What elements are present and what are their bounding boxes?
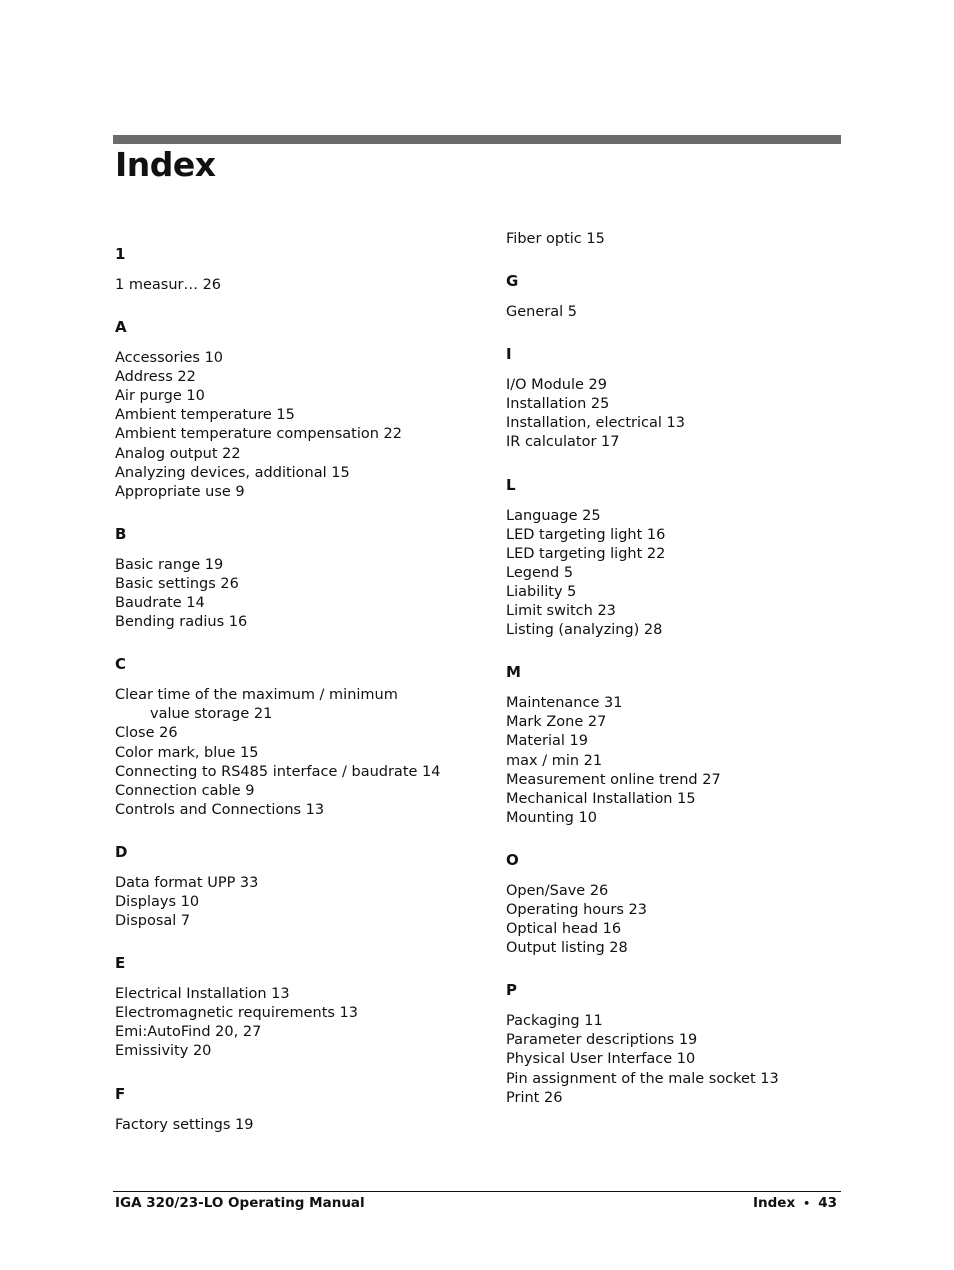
index-entry: Optical head 16 [506, 921, 622, 938]
index-entry: Fiber optic 15 [506, 231, 605, 247]
index-entry: Electrical Installation 13 [115, 986, 290, 1003]
index-entry: Measurement online trend 27 [506, 771, 721, 788]
index-entry: Installation, electrical 13 [506, 415, 685, 432]
page-title: Index [115, 145, 216, 184]
index-entry: Physical User Interface 10 [506, 1051, 696, 1068]
index-entry: IR calculator 17 [506, 434, 620, 451]
entry-list [115, 985, 475, 1061]
index-entry: Analog output 22 [115, 445, 241, 462]
index-entry: Data format UPP 33 [115, 874, 259, 891]
entry-list [115, 1116, 475, 1135]
index-entry: Operating hours 23 [506, 901, 647, 918]
index-entry: Listing (analyzing) 28 [506, 622, 663, 639]
entry-list [506, 303, 846, 322]
index-entry: Packaging 11 [506, 1013, 603, 1030]
page-number: 43 [818, 1195, 837, 1211]
index-section-m [506, 663, 846, 828]
index-entry: Basic settings 26 [115, 575, 239, 592]
section-letter: A [115, 318, 127, 337]
index-entry: Baudrate 14 [115, 595, 205, 612]
entry-list [506, 376, 846, 452]
section-letter: F [115, 1084, 126, 1103]
index-entry: Pin assignment of the male socket 13 [506, 1070, 779, 1087]
index-entry: Liability 5 [506, 583, 577, 600]
entry-list [115, 556, 475, 632]
index-section-p [506, 981, 846, 1107]
section-letter: D [115, 842, 128, 861]
index-entry: Electromagnetic requirements 13 [115, 1005, 358, 1022]
index-entry: LED targeting light 16 [506, 526, 666, 543]
section-letter: I [506, 345, 512, 364]
index-entry: Accessories 10 [115, 350, 224, 367]
index-section-f [115, 1085, 475, 1135]
entry-list [506, 694, 846, 828]
header-rule [113, 135, 841, 144]
index-entry: Close 26 [115, 725, 178, 742]
index-entry-continuation: value storage 21 [150, 706, 273, 723]
index-entry: Language 25 [506, 507, 601, 524]
index-entry: Mounting 10 [506, 809, 597, 826]
index-entry: Ambient temperature 15 [115, 407, 295, 424]
section-letter: 1 [115, 245, 126, 263]
section-letter: G [506, 272, 519, 291]
index-entry: Parameter descriptions 19 [506, 1032, 698, 1049]
index-section-i [506, 345, 846, 452]
footer-section-name: Index [753, 1195, 796, 1211]
index-entry: Disposal 7 [115, 913, 191, 930]
footer-manual-title: IGA 320/23-LO Operating Manual [115, 1195, 365, 1211]
index-section-b [115, 525, 475, 632]
index-entry: Maintenance 31 [506, 695, 623, 712]
footer-page-info [753, 1194, 837, 1213]
section-letter: C [115, 655, 127, 674]
index-section-c [115, 655, 475, 820]
section-letter: P [506, 981, 517, 1000]
index-entry: Analyzing devices, additional 15 [115, 464, 350, 481]
index-entry: Displays 10 [115, 893, 200, 910]
entry-list [115, 349, 475, 502]
index-entry: Emi:AutoFind 20, 27 [115, 1024, 262, 1041]
entry-list [115, 874, 475, 931]
index-entry: Emissivity 20 [115, 1043, 212, 1060]
index-entry: General 5 [506, 304, 577, 321]
index-entry: I/O Module 29 [506, 377, 607, 394]
index-column-left [115, 245, 475, 1158]
entry-list [506, 507, 846, 641]
index-entry: 1 measur… 26 [115, 277, 222, 293]
index-entry: Material 19 [506, 733, 588, 750]
entry-list [115, 686, 475, 820]
entry-list [115, 276, 475, 295]
index-column-right [506, 230, 846, 1131]
index-entry: Print 26 [506, 1089, 563, 1106]
index-entry: Ambient temperature compensation 22 [115, 426, 402, 443]
index-entry: Mark Zone 27 [506, 714, 607, 731]
entry-list [506, 1012, 846, 1107]
index-entry: Mechanical Installation 15 [506, 790, 696, 807]
index-entry: Address 22 [115, 369, 196, 386]
index-entry: LED targeting light 22 [506, 545, 666, 562]
index-entry: Controls and Connections 13 [115, 801, 325, 818]
index-section-a [115, 318, 475, 502]
section-letter: E [115, 954, 126, 973]
section-letter: O [506, 850, 519, 869]
index-entry: Limit switch 23 [506, 603, 616, 620]
index-entry: Clear time of the maximum / minimum [115, 687, 398, 704]
index-entry: Connection cable 9 [115, 782, 255, 799]
index-entry: Output listing 28 [506, 940, 628, 957]
continued-entry-list [506, 230, 846, 249]
bullet-separator: • [803, 1197, 811, 1210]
index-section-e [115, 954, 475, 1061]
index-entry: Appropriate use 9 [115, 483, 245, 500]
index-section-o [506, 851, 846, 958]
index-entry: max / min 21 [506, 752, 603, 769]
section-letter: M [506, 663, 521, 682]
index-section-g [506, 272, 846, 322]
index-section-d [115, 843, 475, 931]
index-entry: Bending radius 16 [115, 614, 248, 631]
index-entry: Open/Save 26 [506, 882, 609, 899]
index-section-1 [115, 245, 475, 295]
index-entry: Color mark, blue 15 [115, 744, 259, 761]
entry-list [506, 882, 846, 958]
index-entry: Connecting to RS485 interface / baudrate 14 [115, 763, 441, 780]
index-entry: Installation 25 [506, 396, 610, 413]
section-letter: B [115, 524, 127, 543]
index-entry: Legend 5 [506, 564, 574, 581]
index-entry: Basic range 19 [115, 556, 224, 573]
footer-rule [113, 1191, 841, 1192]
index-entry: Air purge 10 [115, 388, 205, 405]
index-entry: Factory settings 19 [115, 1116, 254, 1133]
index-section-l [506, 476, 846, 641]
section-letter: L [506, 475, 516, 494]
